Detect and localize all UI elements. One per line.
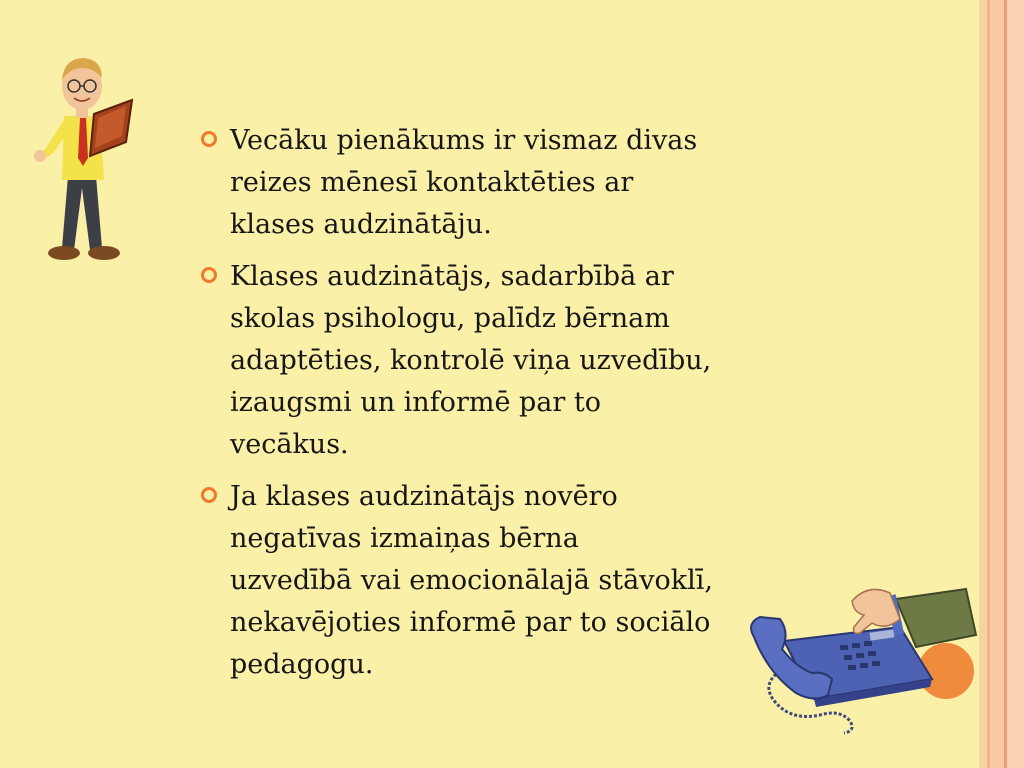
telephone-hand-clipart bbox=[740, 575, 980, 735]
bullet-item bbox=[198, 476, 798, 686]
bullet-item bbox=[198, 256, 798, 466]
bullet-item bbox=[198, 120, 798, 246]
stripe bbox=[979, 0, 987, 768]
ring-bullet-icon bbox=[201, 131, 217, 147]
stripe bbox=[1007, 0, 1024, 768]
teacher-reading-clipart bbox=[28, 48, 140, 268]
bullet-text: Ja klases audzinātājs novēro negatīvas izmaiņas bērna uzvedībā vai emocionālajā stāvoklī, nekavējoties informē par to sociālo pedagogu. bbox=[230, 481, 713, 680]
ring-bullet-icon bbox=[201, 267, 217, 283]
stripe bbox=[990, 0, 1004, 768]
bullet-text: Klases audzinātājs, sadarbībā ar skolas psihologu, palīdz bērnam adaptēties, kontrolē viņa uzvedību, izaugsmi un informē par to vecākus. bbox=[230, 261, 712, 460]
decorative-stripes bbox=[979, 0, 1024, 768]
bullet-list bbox=[198, 120, 798, 696]
bullet-text: Vecāku pienākums ir vismaz divas reizes mēnesī kontaktēties ar klases audzinātāju. bbox=[230, 125, 698, 240]
ring-bullet-icon bbox=[201, 487, 217, 503]
